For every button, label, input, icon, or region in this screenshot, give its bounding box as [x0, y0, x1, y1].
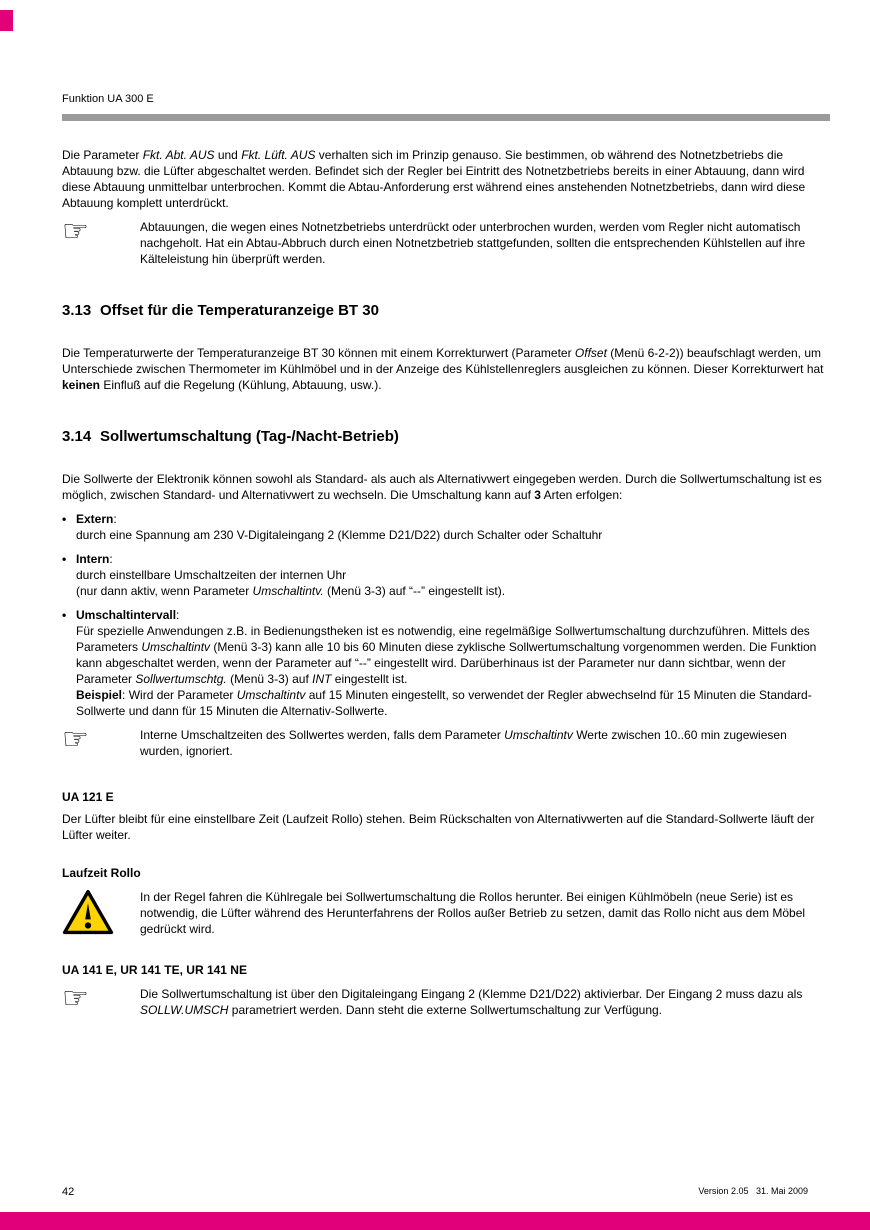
text-run: Umschaltintv.	[252, 584, 324, 598]
paragraph	[62, 345, 830, 393]
note-text	[140, 727, 830, 759]
text-run: Umschaltintervall	[76, 608, 177, 622]
text-run: Umschaltintv	[504, 728, 573, 742]
hand-icon	[62, 214, 140, 249]
text-run: Die Sollwertumschaltung ist über den Digitaleingang Eingang 2 (Klemme D21/D22) aktivierbar. Der Eingang 2 muss dazu als	[140, 987, 803, 1001]
text-run: 3	[534, 488, 541, 502]
corner-accent-mark	[0, 10, 13, 31]
footer-version: Version 2.05 31. Mai 2009	[698, 1186, 808, 1196]
text-run: :	[109, 552, 113, 566]
hand-icon	[62, 981, 140, 1016]
section-number: 3.14	[62, 428, 92, 445]
text-run: In der Regel fahren die Kühlregale bei Sollwertumschaltung die Rollos herunter. Bei einigen Kühlmöbeln (neue Serie) ist es notwendig, die Lüfter während des Herunterfahrens der Rollos außer Betrieb zu setzen, damit das Rollo nicht aus dem Möbel gedrückt wird.	[140, 890, 806, 936]
bullet-marker: •	[62, 608, 67, 622]
bullet-body	[76, 551, 830, 599]
subheading: UA 121 E	[62, 790, 114, 804]
text-run: SOLLW.UMSCH	[140, 1003, 229, 1017]
bullet-marker: •	[62, 512, 67, 526]
section-heading	[62, 301, 830, 321]
text-run: Die Sollwerte der Elektronik können sowohl als Standard- als auch als Alternativwert eingegeben werden. Durch die Sollwertumschaltung ist es möglich, zwischen Standard- und Alternativwert zu wechseln. Die Umschaltung kann auf	[62, 472, 822, 502]
hand-icon: ☞	[62, 214, 89, 249]
text-run: Für spezielle Anwendungen z.B. in Bedienungstheken ist es notwendig, eine regelmäßige Sollwertumschaltung durchzuführen. Mittels des Parameters	[76, 624, 810, 654]
text-run: :	[176, 608, 180, 622]
text-run: Extern	[76, 512, 114, 526]
section-title: Offset für die Temperaturanzeige BT 30	[100, 302, 379, 319]
section-number: 3.13	[62, 302, 92, 319]
text-run: Beispiel	[76, 688, 123, 702]
text-run: Umschaltintv	[236, 688, 306, 702]
hand-icon	[62, 722, 140, 757]
text-run: Die Parameter	[62, 148, 143, 162]
document-content	[62, 147, 830, 1018]
subheading: Laufzeit Rollo	[62, 866, 141, 880]
text-run: (Menü 3-3) auf	[226, 672, 313, 686]
bullet-item	[62, 551, 830, 599]
text-run: auf 15 Minuten eingestellt, so verwendet der Regler abwechselnd für 15 Minuten die Standard-Sollwerte und dann für 15 Minuten die Alternativ-Sollwerte.	[76, 688, 812, 718]
paragraph	[62, 471, 830, 503]
bullet-body	[76, 607, 830, 719]
text-run: Die Temperaturwerte der Temperaturanzeige BT 30 können mit einem Korrekturwert (Parameter	[62, 346, 575, 360]
text-run: Fkt. Lüft. AUS	[241, 148, 316, 162]
subheading: UA 141 E, UR 141 TE, UR 141 NE	[62, 963, 247, 977]
text-run: Fkt. Abt. AUS	[142, 148, 215, 162]
note-block	[62, 981, 830, 1018]
paragraph	[62, 811, 830, 843]
bottom-accent-bar	[0, 1212, 870, 1230]
text-run: (Menü 6-2-2)) beaufschlagt werden, um Unterschiede zwischen Thermometer im Kühlmöbel und in der Anzeige des Kühlstellenreglers ausgleichen zu können. Dieser Korrekturwert hat	[62, 346, 824, 376]
bullet-body	[76, 511, 830, 543]
hand-icon: ☞	[62, 981, 89, 1016]
paragraph	[62, 147, 830, 211]
bullet-item	[62, 511, 830, 543]
text-run: und	[214, 148, 242, 162]
text-run: Intern	[76, 552, 110, 566]
note-block	[62, 889, 830, 940]
warning-icon	[62, 889, 140, 940]
text-run: durch einstellbare Umschaltzeiten der internen Uhr	[76, 568, 347, 582]
header-title: Funktion UA 300 E	[62, 93, 154, 105]
text-run: (Menü 3-3) auf “--” eingestellt ist).	[323, 584, 506, 598]
text-run: (Menü 3-3) kann alle 10 bis 60 Minuten diese zyklische Sollwertumschaltung vorgenommen werden. Die Funktion kann abgeschaltet werden, wenn der Parameter auf “--” eingestellt wird. Darüberhinaus ist der Parameter nur dann sichtbar, wenn der Parameter	[76, 640, 817, 686]
header-rule	[62, 114, 830, 121]
text-run: Sollwertumschtg.	[135, 672, 227, 686]
page-number: 42	[62, 1186, 75, 1198]
bullet-item	[62, 607, 830, 719]
text-run: keinen	[62, 378, 101, 392]
text-run: parametriert werden. Dann steht die externe Sollwertumschaltung zur Verfügung.	[228, 1003, 663, 1017]
bullet-list	[62, 511, 830, 719]
note-text	[140, 219, 830, 267]
text-run: Offset	[574, 346, 607, 360]
text-run: Werte zwischen 10..60 min zugewiesen wurden, ignoriert.	[140, 728, 787, 758]
text-run: Interne Umschaltzeiten des Sollwertes werden, falls dem Parameter	[140, 728, 505, 742]
text-run: :	[113, 512, 117, 526]
text-run: Arten erfolgen:	[540, 488, 623, 502]
section-title: Sollwertumschaltung (Tag-/Nacht-Betrieb)	[100, 428, 399, 445]
text-run: : Wird der Parameter	[122, 688, 237, 702]
text-run: (nur dann aktiv, wenn Parameter	[76, 584, 253, 598]
text-run: eingestellt ist.	[331, 672, 408, 686]
bullet-marker: •	[62, 552, 67, 566]
text-run: Einfluß auf die Regelung (Kühlung, Abtauung, usw.).	[100, 378, 382, 392]
note-block	[62, 214, 830, 267]
text-run: Abtauungen, die wegen eines Notnetzbetriebs unterdrückt oder unterbrochen wurden, werden vom Regler nicht automatisch nachgeholt. Hat ein Abtau-Abbruch durch einen Notnetzbetrieb stattgefunden, sollten die entsprechenden Kühlstellen auf ihre Kälteleistung hin überprüft werden.	[140, 220, 806, 266]
page-header	[62, 0, 830, 121]
text-run: verhalten sich im Prinzip genauso. Sie bestimmen, ob während des Notnetzbetriebs die Abtauung bzw. die Lüfter abgeschaltet werden. Befindet sich der Regler bei Eintritt des Notnetzbetriebs bereits in einer Abtauung, dann wird diese Abtauung unmittelbar unterbrochen. Kommt die Abtau-Anforderung erst während eines anstehenden Notnetzbetriebs, dann wird diese Abtauung komplett unterdrückt.	[62, 148, 806, 210]
section-heading	[62, 427, 830, 447]
text-run: INT	[312, 672, 332, 686]
text-run: Umschaltintv	[141, 640, 211, 654]
text-run: durch eine Spannung am 230 V-Digitaleingang 2 (Klemme D21/D22) durch Schalter oder Schaltuhr	[76, 528, 603, 542]
note-block	[62, 722, 830, 759]
note-text	[140, 889, 830, 937]
hand-icon: ☞	[62, 722, 89, 757]
text-run: Der Lüfter bleibt für eine einstellbare Zeit (Laufzeit Rollo) stehen. Beim Rückschalten von Alternativwerten auf die Standard-Sollwerte läuft der Lüfter weiter.	[62, 812, 815, 842]
note-text	[140, 986, 830, 1018]
